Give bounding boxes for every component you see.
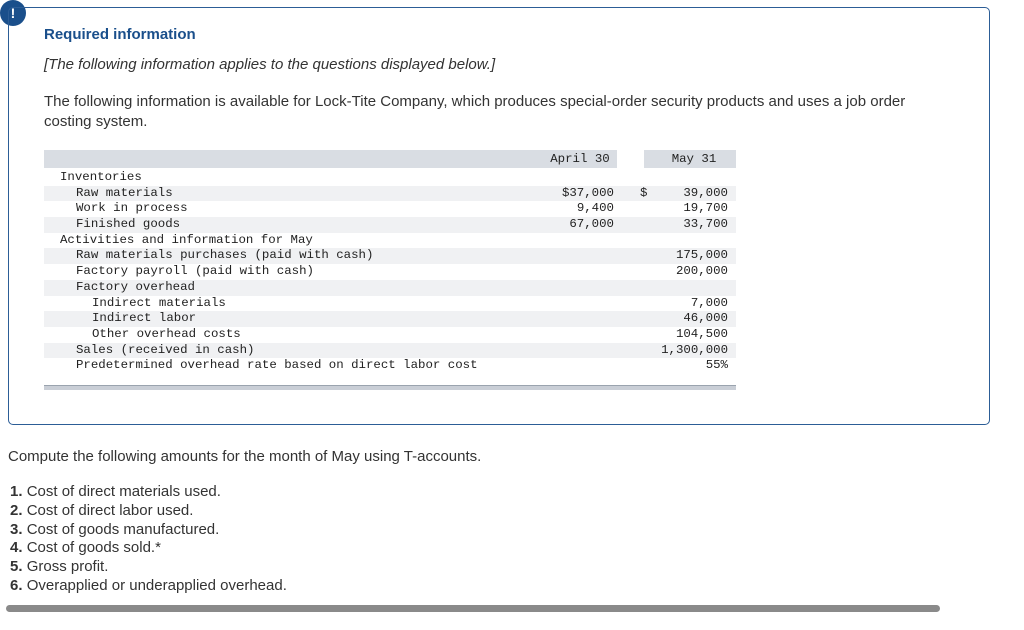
table-row — [44, 311, 736, 327]
may-value: 7,000 — [690, 295, 728, 310]
list-item: 2. Cost of direct labor used. — [10, 501, 194, 519]
table-row — [44, 217, 736, 233]
required-info-title: Required information — [44, 26, 196, 43]
horizontal-scrollbar[interactable] — [6, 605, 940, 612]
row-label: Sales (received in cash) — [76, 342, 255, 357]
table-row — [44, 264, 736, 280]
may-value: 175,000 — [675, 248, 728, 263]
row-label: Activities and information for May — [60, 232, 313, 247]
may-value: 33,700 — [683, 217, 728, 232]
may-value: 55% — [705, 358, 728, 373]
april-value: $37,000 — [561, 185, 614, 200]
may-value: 19,700 — [683, 201, 728, 216]
may-value: 1,300,000 — [661, 342, 728, 357]
table-row — [44, 248, 736, 264]
may-value: 200,000 — [675, 264, 728, 279]
list-item: 4. Cost of goods sold.* — [10, 539, 161, 557]
table-bottom-rule — [44, 385, 736, 390]
may-value: 39,000 — [683, 185, 728, 200]
required-info-subtitle: [The following information applies to the questions displayed below.] — [44, 56, 496, 73]
row-label: Finished goods — [76, 217, 181, 232]
alert-icon: ! — [0, 0, 26, 26]
column-header-may: May 31 — [671, 152, 717, 166]
row-label: Indirect materials — [92, 295, 226, 310]
row-label: Inventories — [60, 170, 142, 184]
row-label: Raw materials — [76, 185, 173, 200]
list-item: 1. Cost of direct materials used. — [10, 483, 221, 500]
table-row — [44, 358, 736, 374]
dollar-sign: $ — [640, 185, 648, 200]
row-label: Factory overhead — [76, 279, 195, 294]
table-row — [44, 280, 736, 296]
april-value: 9,400 — [576, 201, 614, 216]
table-row — [44, 296, 736, 312]
table-row — [44, 170, 736, 186]
intro-text: The following information is available for Lock-Tite Company, which produces special-order security products and uses a job order costing system. — [44, 93, 906, 130]
company-data-table — [44, 150, 736, 374]
may-value: 46,000 — [683, 311, 728, 326]
table-row — [44, 343, 736, 359]
row-label: Other overhead costs — [92, 326, 241, 341]
list-item: 5. Gross profit. — [10, 558, 109, 576]
table-header — [44, 150, 736, 168]
table-row — [44, 186, 736, 202]
compute-instruction: Compute the following amounts for the month of May using T-accounts. — [8, 448, 482, 465]
row-label: Predetermined overhead rate based on direct labor cost — [76, 358, 478, 373]
row-label: Raw materials purchases (paid with cash) — [76, 248, 374, 263]
column-header-april: April 30 — [550, 152, 610, 166]
april-value: 67,000 — [569, 217, 614, 232]
row-label: Indirect labor — [92, 311, 197, 326]
table-row — [44, 201, 736, 217]
table-row — [44, 233, 736, 249]
question-list — [10, 483, 287, 596]
list-item: 3. Cost of goods manufactured. — [10, 520, 220, 538]
row-label: Work in process — [76, 201, 188, 216]
list-item: 6. Overapplied or underapplied overhead. — [10, 576, 287, 594]
row-label: Factory payroll (paid with cash) — [76, 264, 314, 279]
may-value: 104,500 — [675, 326, 728, 341]
table-row — [44, 327, 736, 343]
